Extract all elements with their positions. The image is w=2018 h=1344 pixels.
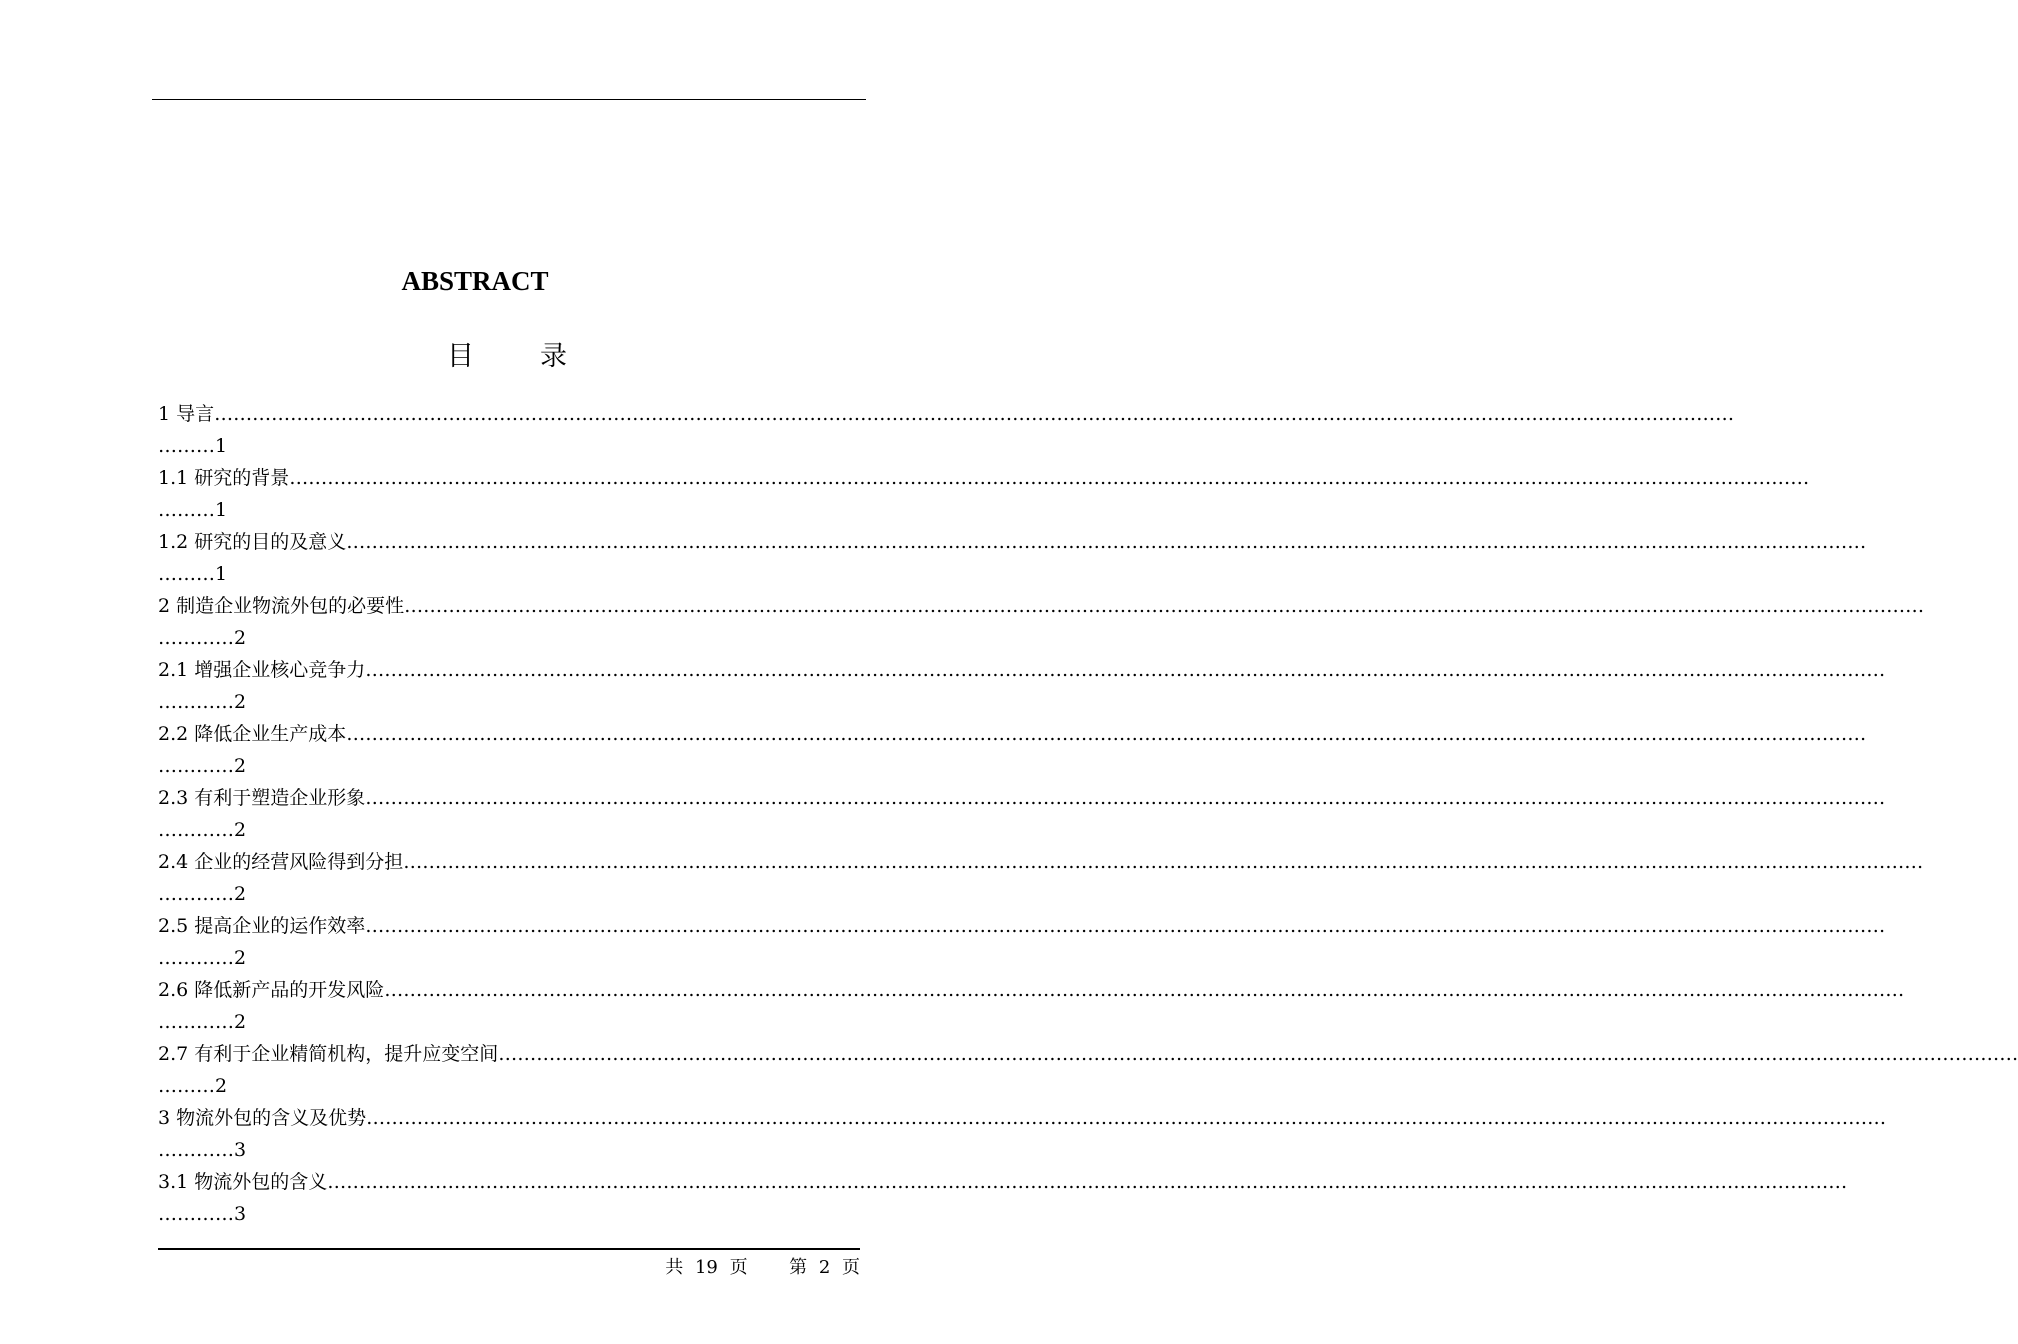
toc-entry-label: 2.6 降低新产品的开发风险 bbox=[158, 979, 385, 1001]
toc-leader-dots: …………………………………………………………………………………………………………………………………………………………………………………………………………………… bbox=[365, 915, 1886, 937]
toc-entry-label: 2.2 降低企业生产成本 bbox=[158, 723, 347, 745]
footer-rule bbox=[158, 1248, 860, 1250]
toc-entry[interactable] bbox=[158, 782, 1886, 846]
toc-entry-page: 2 bbox=[234, 755, 247, 777]
toc-entry-page: 2 bbox=[234, 1011, 247, 1033]
toc-entry-page: 2 bbox=[234, 691, 247, 713]
toc-entry[interactable] bbox=[158, 654, 1886, 718]
toc-entry-label: 1 导言 bbox=[158, 403, 215, 425]
toc-leader-dots: …………………………………………………………………………………………………………………………………………………………………………………………………………………… bbox=[498, 1043, 2018, 1065]
toc-title-char-1: 目 bbox=[447, 341, 474, 372]
toc-entry[interactable] bbox=[158, 974, 1905, 1038]
toc-leader-dots: ……… bbox=[158, 499, 215, 521]
toc-entry-label: 3 物流外包的含义及优势 bbox=[158, 1107, 367, 1129]
footer-total-pages: 19 bbox=[694, 1257, 718, 1278]
toc-leader-dots: …………………………………………………………………………………………………………………………………………………………………………………………………………………… bbox=[327, 1171, 1848, 1193]
toc-entry-page: 2 bbox=[215, 1075, 228, 1097]
toc-entry[interactable] bbox=[158, 526, 1867, 590]
toc-entry[interactable] bbox=[158, 462, 1810, 526]
toc-leader-dots: …………………………………………………………………………………………………………………………………………………………………………………………………………………… bbox=[366, 1107, 1887, 1129]
toc-leader-dots: ………… bbox=[158, 1011, 234, 1033]
toc-entry[interactable] bbox=[158, 1038, 2018, 1102]
toc-entry-page: 2 bbox=[234, 883, 247, 905]
toc-leader-dots: ………… bbox=[158, 755, 234, 777]
toc-entry-label: 1.1 研究的背景 bbox=[158, 467, 290, 489]
toc-entry-page: 1 bbox=[215, 435, 228, 457]
toc-entry[interactable] bbox=[158, 718, 1867, 782]
toc-leader-dots: ……… bbox=[158, 563, 215, 585]
toc-entry-page: 1 bbox=[215, 499, 228, 521]
toc-entry[interactable] bbox=[158, 1102, 1887, 1166]
toc-entry[interactable] bbox=[158, 590, 1925, 654]
toc-leader-dots: …………………………………………………………………………………………………………………………………………………………………………………………………………………… bbox=[403, 851, 1924, 873]
toc-entry-label: 2.4 企业的经营风险得到分担 bbox=[158, 851, 404, 873]
toc-entry-label: 2 制造企业物流外包的必要性 bbox=[158, 595, 405, 617]
toc-entry-label: 2.3 有利于塑造企业形象 bbox=[158, 787, 366, 809]
toc-leader-dots: ………… bbox=[158, 883, 234, 905]
toc-entry[interactable] bbox=[158, 846, 1924, 910]
toc-leader-dots: ………… bbox=[158, 947, 234, 969]
toc-leader-dots: ………… bbox=[158, 1203, 234, 1225]
footer-page-number: 2 bbox=[818, 1257, 831, 1278]
toc-leader-dots: …………………………………………………………………………………………………………………………………………………………………………………………………………………… bbox=[384, 979, 1905, 1001]
toc-entry-label: 1.2 研究的目的及意义 bbox=[158, 531, 347, 553]
toc-entry[interactable] bbox=[158, 398, 1735, 462]
toc-entry-label: 2.7 有利于企业精简机构，提升应变空间 bbox=[158, 1043, 499, 1065]
toc-entry-page: 2 bbox=[234, 627, 247, 649]
table-of-contents bbox=[158, 398, 2018, 1230]
toc-leader-dots: …………………………………………………………………………………………………………………………………………………………………………………………………………………… bbox=[289, 467, 1810, 489]
toc-leader-dots: …………………………………………………………………………………………………………………………………………………………………………………………………………………… bbox=[346, 723, 1867, 745]
footer-total-prefix: 共 bbox=[665, 1257, 684, 1278]
toc-entry-label: 3.1 物流外包的含义 bbox=[158, 1171, 328, 1193]
toc-entry-page: 2 bbox=[234, 947, 247, 969]
toc-entry-page: 1 bbox=[215, 563, 228, 585]
toc-leader-dots: …………………………………………………………………………………………………………………………………………………………………………………………………………………… bbox=[214, 403, 1735, 425]
toc-entry-label: 2.5 提高企业的运作效率 bbox=[158, 915, 366, 937]
toc-entry[interactable] bbox=[158, 1166, 1848, 1230]
footer-total-suffix: 页 bbox=[729, 1257, 748, 1278]
toc-leader-dots: …………………………………………………………………………………………………………………………………………………………………………………………………………………… bbox=[365, 787, 1886, 809]
abstract-title: ABSTRACT bbox=[401, 266, 549, 296]
toc-leader-dots: ………… bbox=[158, 691, 234, 713]
toc-entry-page: 2 bbox=[234, 819, 247, 841]
toc-leader-dots: ………… bbox=[158, 627, 234, 649]
page-footer bbox=[158, 1253, 860, 1279]
toc-entry-page: 3 bbox=[234, 1203, 247, 1225]
toc-leader-dots: …………………………………………………………………………………………………………………………………………………………………………………………………………………… bbox=[346, 531, 1867, 553]
toc-entry-page: 3 bbox=[234, 1139, 247, 1161]
toc-title bbox=[447, 334, 567, 373]
toc-leader-dots: …………………………………………………………………………………………………………………………………………………………………………………………………………………… bbox=[365, 659, 1886, 681]
toc-leader-dots: ……… bbox=[158, 435, 215, 457]
toc-leader-dots: …………………………………………………………………………………………………………………………………………………………………………………………………………………… bbox=[404, 595, 1925, 617]
toc-entry-label: 2.1 增强企业核心竞争力 bbox=[158, 659, 366, 681]
footer-page-prefix: 第 bbox=[789, 1257, 808, 1278]
toc-title-char-2: 录 bbox=[540, 341, 567, 372]
footer-page-suffix: 页 bbox=[842, 1257, 860, 1278]
toc-leader-dots: ………… bbox=[158, 819, 234, 841]
toc-entry[interactable] bbox=[158, 910, 1886, 974]
toc-leader-dots: ………… bbox=[158, 1139, 234, 1161]
toc-leader-dots: ……… bbox=[158, 1075, 215, 1097]
header-rule bbox=[152, 99, 866, 100]
